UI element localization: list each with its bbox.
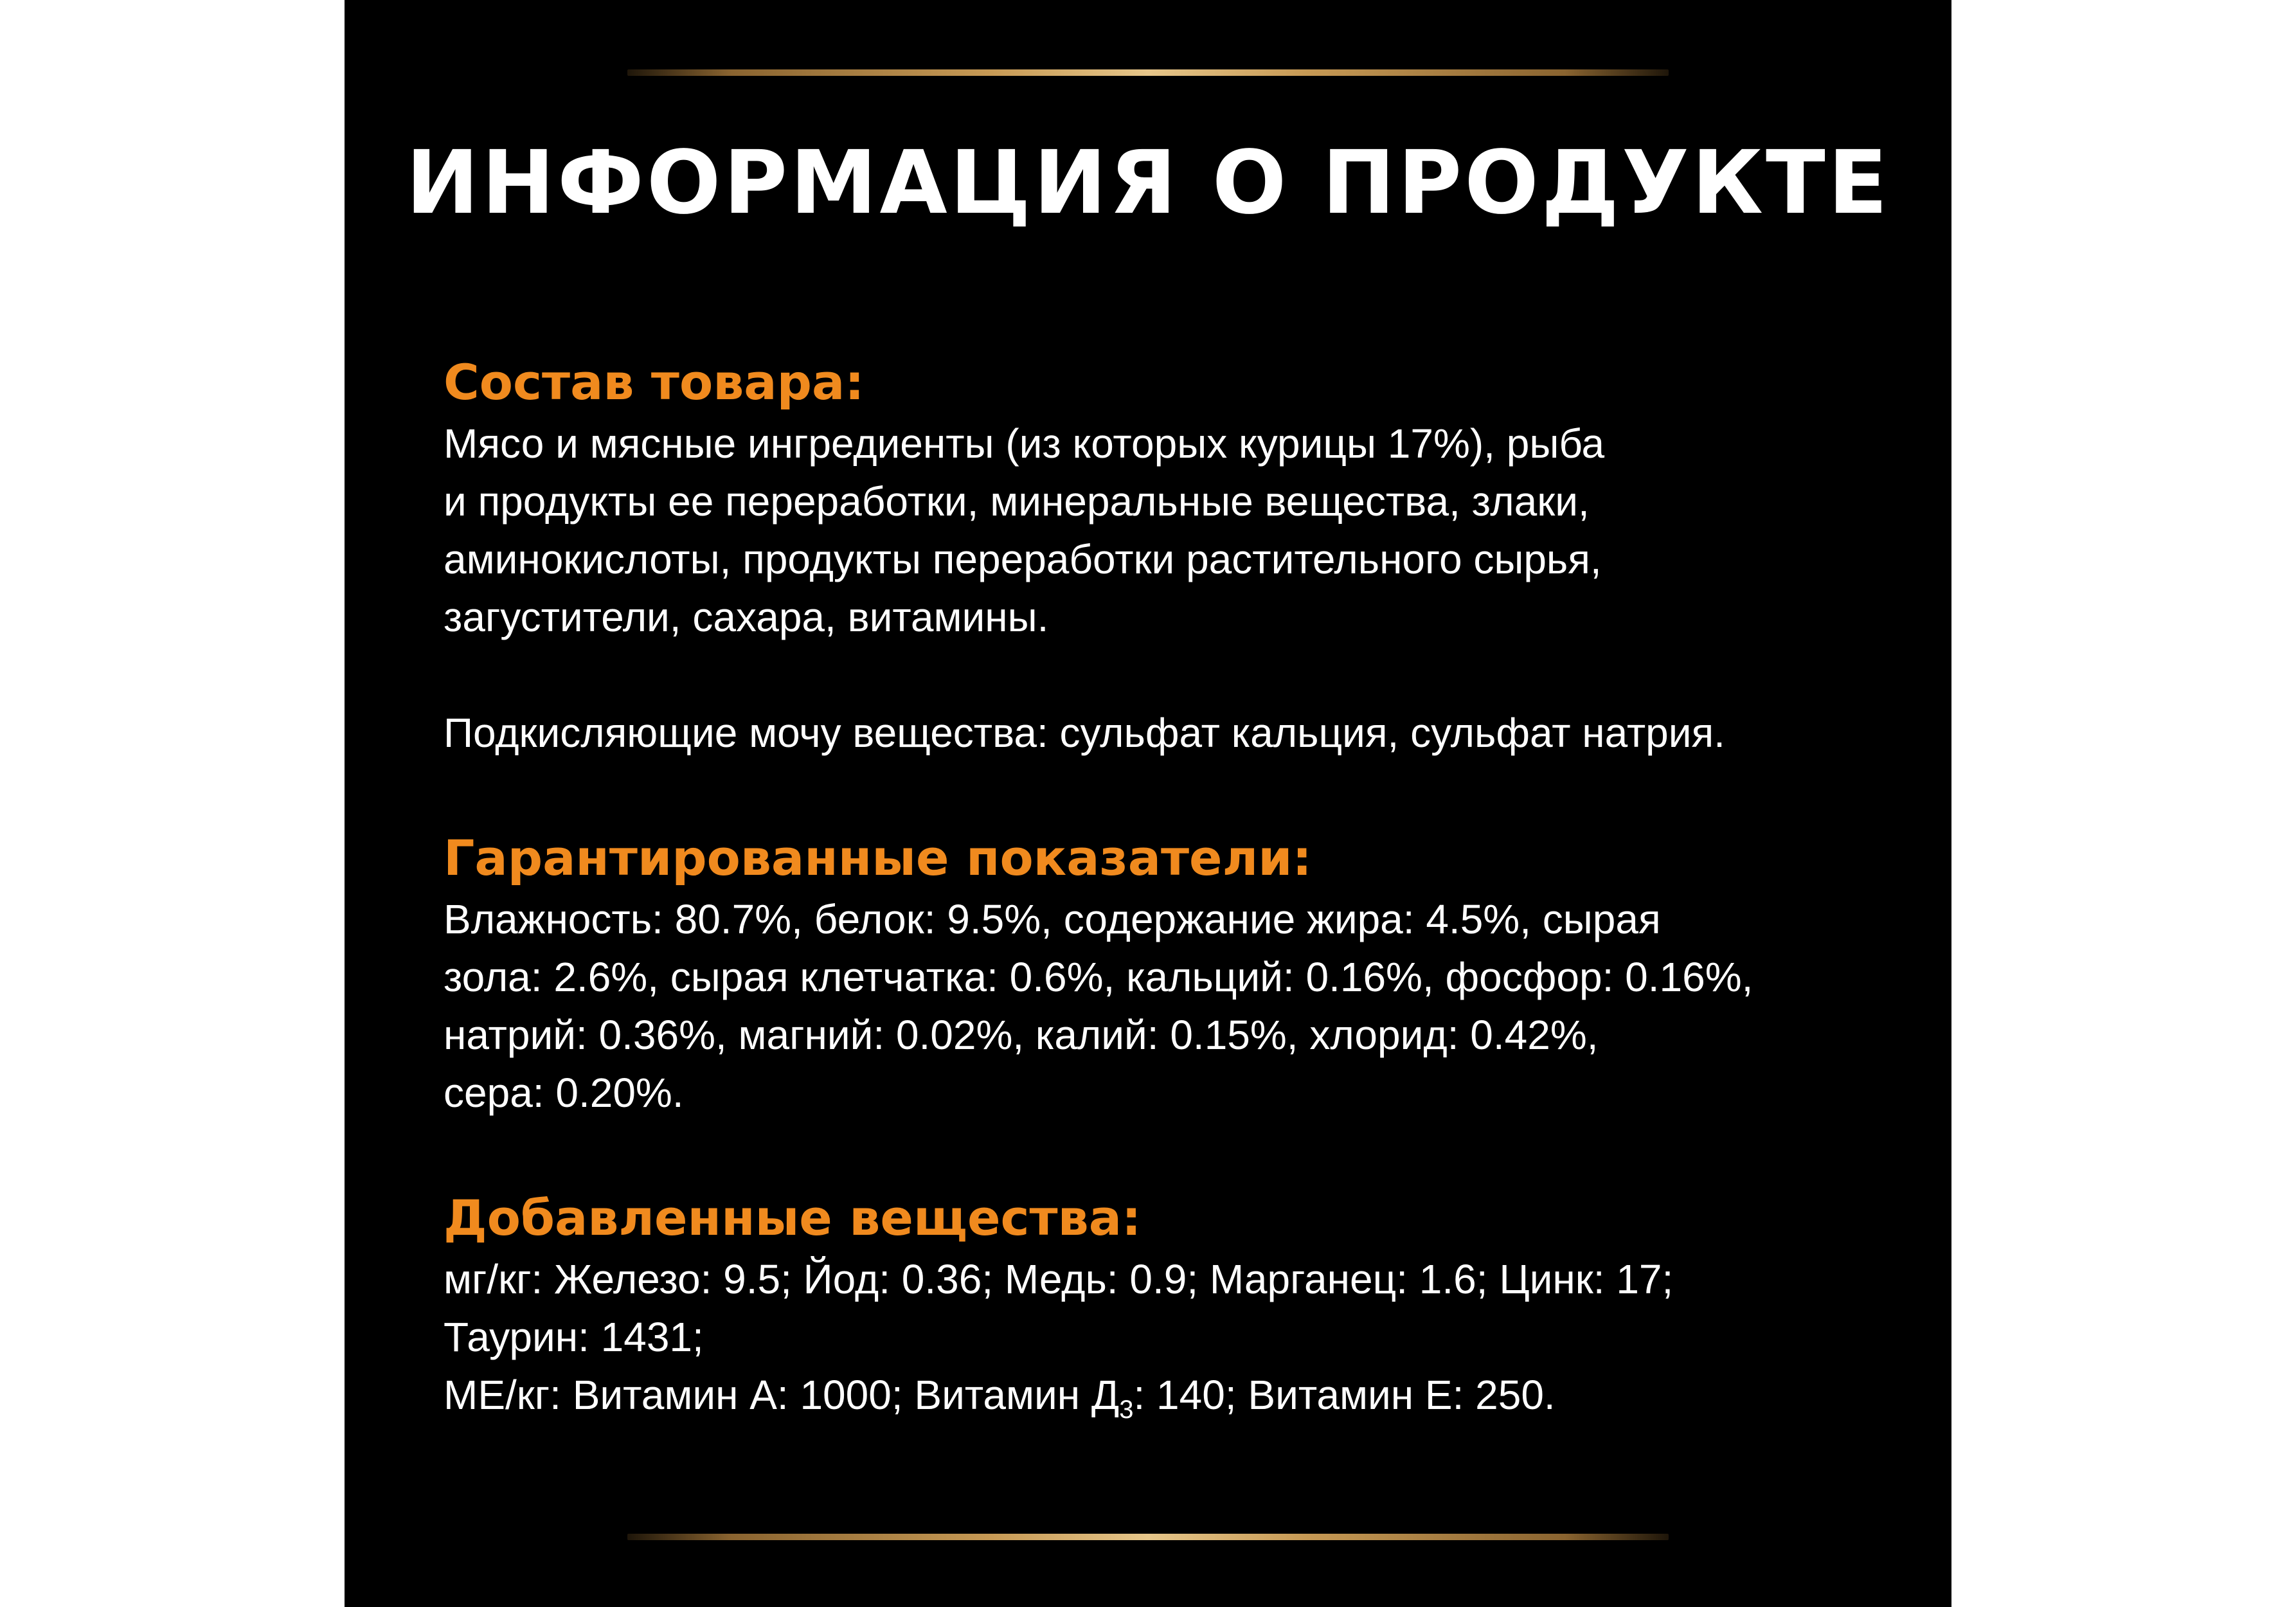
bottom-gold-divider	[627, 1534, 1669, 1540]
top-gold-divider	[627, 69, 1669, 76]
page-title: ИНФОРМАЦИЯ О ПРОДУКТЕ	[406, 132, 1890, 234]
composition-line: Мясо и мясные ингредиенты (из которых курицы 17%), рыба	[444, 420, 1605, 467]
additives-vitamins-line	[444, 1366, 1896, 1424]
composition-note: Подкисляющие мочу вещества: сульфат кальция, сульфат натрия.	[444, 710, 1725, 756]
vitamins-text: МЕ/кг: Витамин А: 1000; Витамин Д	[444, 1372, 1120, 1418]
guaranteed-line: Влажность: 80.7%, белок: 9.5%, содержание жира: 4.5%, сырая	[444, 896, 1661, 942]
guaranteed-line: сера: 0.20%.	[444, 1070, 684, 1116]
composition-line: и продукты ее переработки, минеральные вещества, злаки,	[444, 478, 1590, 525]
product-info-panel	[345, 0, 1951, 1607]
additives-line: Таурин: 1431;	[444, 1314, 704, 1360]
composition-heading: Состав товара:	[444, 354, 865, 411]
composition-line: загустители, сахара, витамины.	[444, 594, 1049, 640]
spacer	[444, 1122, 1896, 1186]
guaranteed-heading: Гарантированные показатели:	[444, 829, 1312, 886]
vitamins-text-end: : 140; Витамин Е: 250.	[1133, 1372, 1556, 1418]
composition-line: аминокислоты, продукты переработки растительного сырья,	[444, 536, 1602, 582]
guaranteed-line: натрий: 0.36%, магний: 0.02%, калий: 0.15%, хлорид: 0.42%,	[444, 1012, 1599, 1058]
content-area	[444, 350, 1896, 1424]
guaranteed-line: зола: 2.6%, сырая клетчатка: 0.6%, кальций: 0.16%, фосфор: 0.16%,	[444, 954, 1753, 1000]
additives-heading: Добавленные вещества:	[444, 1189, 1142, 1246]
vitamin-d-subscript: 3	[1119, 1396, 1134, 1424]
spacer	[444, 762, 1896, 826]
spacer	[444, 646, 1896, 704]
additives-line: мг/кг: Железо: 9.5; Йод: 0.36; Медь: 0.9; Марганец: 1.6; Цинк: 17;	[444, 1256, 1674, 1302]
